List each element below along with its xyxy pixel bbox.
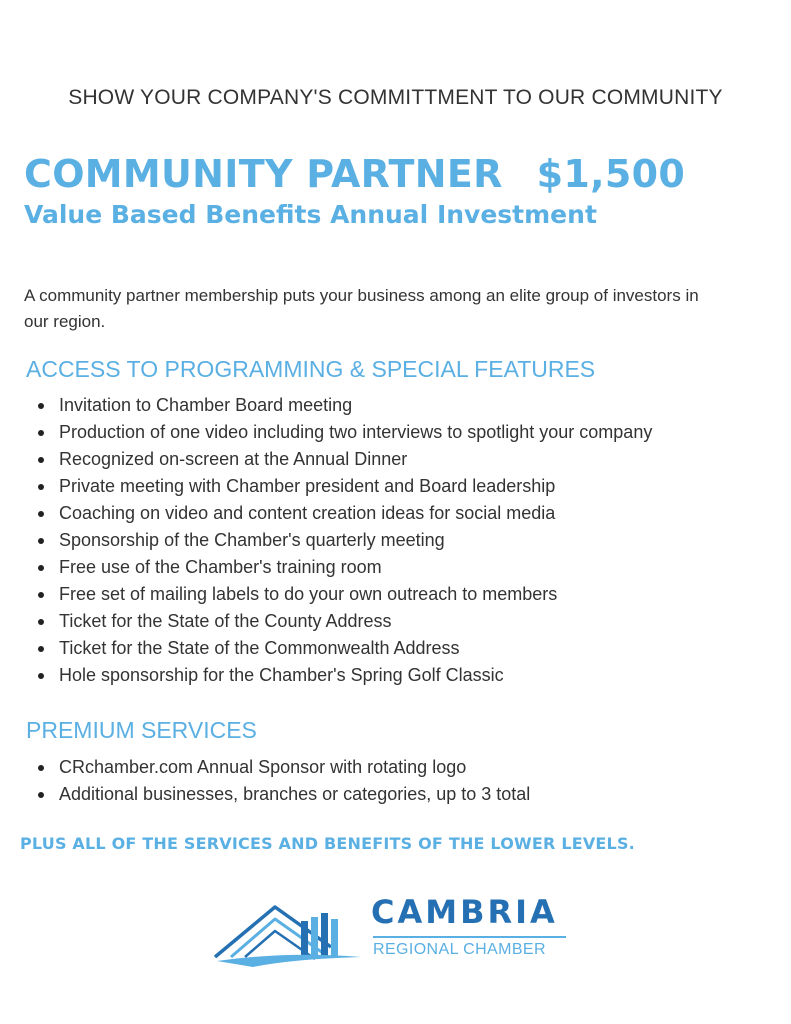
premium-list [38, 754, 530, 808]
logo-subtitle: REGIONAL CHAMBER [373, 941, 546, 958]
list-item [38, 635, 652, 662]
list-item [38, 754, 530, 781]
headline [24, 152, 685, 196]
list-item [38, 527, 652, 554]
list-item [38, 392, 652, 419]
list-item [38, 662, 652, 689]
headline-price: $1,500 [536, 152, 686, 196]
list-item [38, 581, 652, 608]
headline-title: COMMUNITY PARTNER [24, 152, 503, 196]
list-item-text: Hole sponsorship for the Chamber's Spring Golf Classic [59, 665, 504, 685]
bullet-icon [38, 511, 44, 517]
list-item-text: Recognized on-screen at the Annual Dinner [59, 449, 408, 469]
tagline: SHOW YOUR COMPANY'S COMMITTMENT TO OUR COMMUNITY [68, 86, 723, 109]
lower-levels-note: PLUS ALL OF THE SERVICES AND BENEFITS OF THE LOWER LEVELS. [20, 834, 635, 853]
logo-divider [373, 936, 566, 938]
bullet-icon [38, 484, 44, 490]
bullet-icon [38, 646, 44, 652]
list-item [38, 781, 530, 808]
list-item [38, 500, 652, 527]
list-item-text: Additional businesses, branches or categories, up to 3 total [59, 784, 531, 804]
cambria-mountain-building-logo-icon [213, 897, 363, 967]
list-item-text: Sponsorship of the Chamber's quarterly meeting [59, 530, 445, 550]
list-item-text: Ticket for the State of the County Address [59, 611, 392, 631]
bullet-icon [38, 565, 44, 571]
list-item [38, 608, 652, 635]
bullet-icon [38, 430, 44, 436]
logo-wordmark: CAMBRIA [371, 893, 558, 931]
list-item-text: Free set of mailing labels to do your own outreach to members [59, 584, 558, 604]
cambria-logo [213, 893, 573, 973]
bullet-icon [38, 792, 44, 798]
list-item-text: Production of one video including two interviews to spotlight your company [59, 422, 653, 442]
list-item-text: Private meeting with Chamber president and Board leadership [59, 476, 556, 496]
bullet-icon [38, 457, 44, 463]
premium-section-title: PREMIUM SERVICES [26, 717, 257, 743]
bullet-icon [38, 403, 44, 409]
bullet-icon [38, 673, 44, 679]
bullet-icon [38, 538, 44, 544]
list-item-text: Invitation to Chamber Board meeting [59, 395, 353, 415]
intro-paragraph: A community partner membership puts your business among an elite group of investors in our region. [24, 286, 699, 331]
list-item [38, 419, 652, 446]
access-section-title: ACCESS TO PROGRAMMING & SPECIAL FEATURES [26, 356, 596, 382]
list-item [38, 473, 652, 500]
bullet-icon [38, 592, 44, 598]
list-item [38, 446, 652, 473]
access-list [38, 392, 652, 689]
bullet-icon [38, 619, 44, 625]
list-item-text: Free use of the Chamber's training room [59, 557, 382, 577]
bullet-icon [38, 765, 44, 771]
list-item-text: Ticket for the State of the Commonwealth Address [59, 638, 460, 658]
list-item-text: Coaching on video and content creation ideas for social media [59, 503, 556, 523]
list-item [38, 554, 652, 581]
list-item-text: CRchamber.com Annual Sponsor with rotating logo [59, 757, 467, 777]
subheadline: Value Based Benefits Annual Investment [24, 200, 597, 229]
